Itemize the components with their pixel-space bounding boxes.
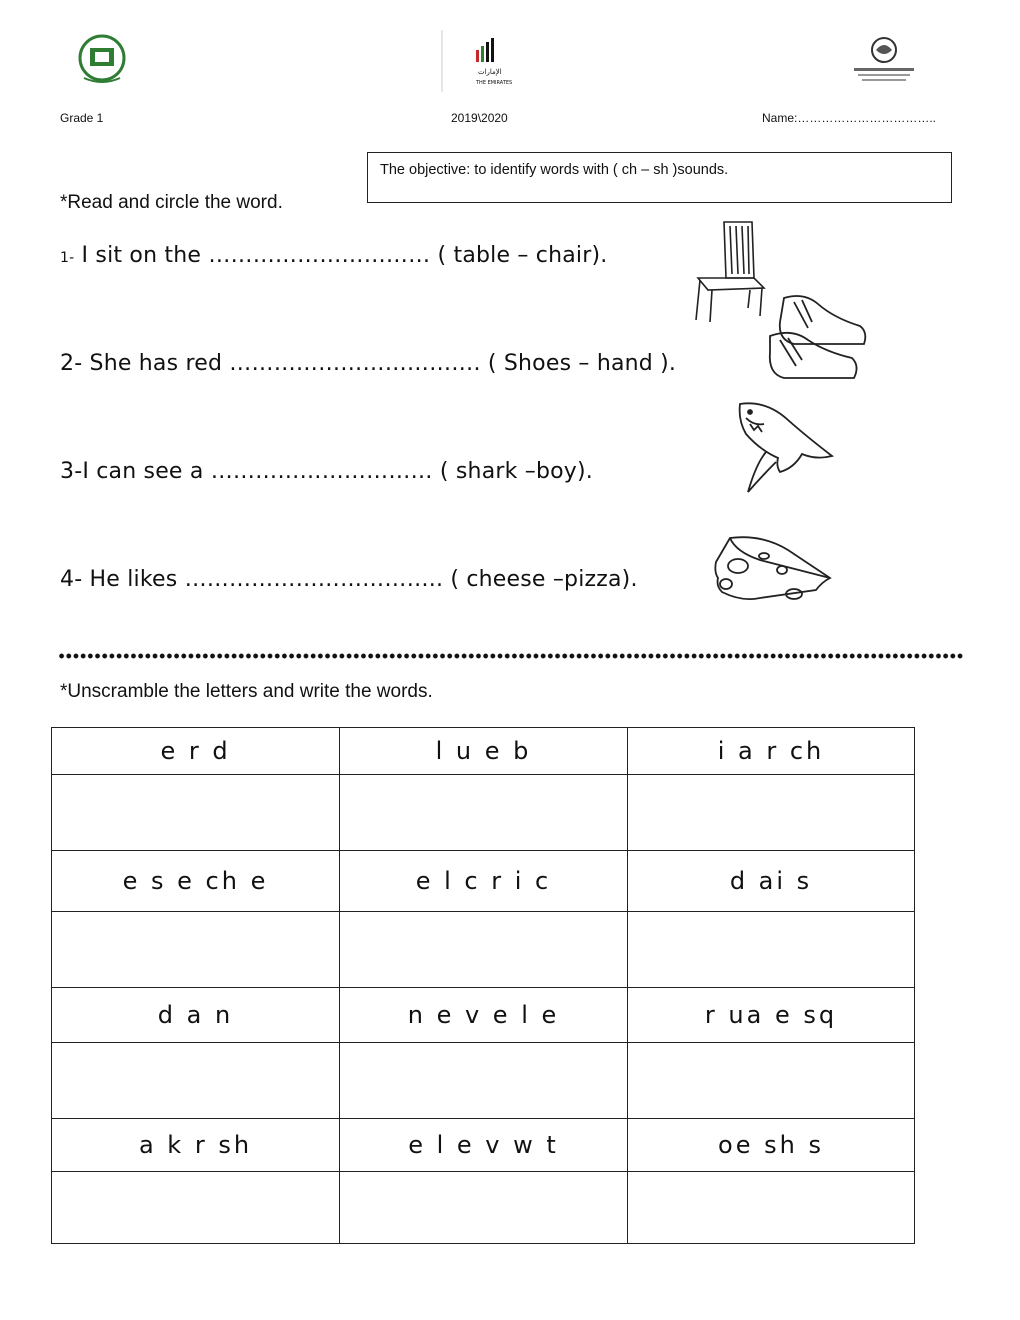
shoes-icon	[764, 292, 872, 382]
scrambled-word: d ai s	[628, 851, 915, 912]
question-4[interactable]	[60, 567, 638, 592]
objective-box: The objective: to identify words with ( ch – sh )sounds.	[367, 152, 952, 203]
answer-row	[52, 1172, 915, 1244]
answer-cell[interactable]	[340, 912, 628, 988]
answer-cell[interactable]	[52, 1043, 340, 1119]
answer-cell[interactable]	[340, 1043, 628, 1119]
scrambled-word: oe sh s	[628, 1119, 915, 1172]
chair-icon	[690, 218, 770, 324]
scrambled-word: e l e v w t	[340, 1119, 628, 1172]
ministry-logo-icon	[848, 36, 918, 90]
scrambled-word: e s e ch e	[52, 851, 340, 912]
answer-cell[interactable]	[628, 775, 915, 851]
table-row	[52, 728, 915, 775]
table-row	[52, 988, 915, 1043]
question-1[interactable]	[60, 243, 607, 268]
question-number: 1-	[60, 250, 75, 266]
svg-text:ﺍﻹﻣﺎﺭﺍﺕ: ﺍﻹﻣﺎﺭﺍﺕ	[478, 68, 502, 76]
question-text: 4- He likes …………………………….. ( cheese –pizza).	[60, 567, 638, 592]
scrambled-word: a k r sh	[52, 1119, 340, 1172]
answer-cell[interactable]	[628, 1043, 915, 1119]
question-2[interactable]	[60, 351, 676, 376]
scrambled-word: e r d	[52, 728, 340, 775]
scrambled-word: i a r ch	[628, 728, 915, 775]
answer-cell[interactable]	[628, 1172, 915, 1244]
question-3[interactable]	[60, 459, 593, 484]
question-text: 2- She has red ……………………………. ( Shoes – hand ).	[60, 351, 677, 376]
name-field[interactable]: Name:……………………………..	[762, 111, 937, 125]
scrambled-word: l u e b	[340, 728, 628, 775]
answer-cell[interactable]	[52, 912, 340, 988]
unscramble-table	[51, 727, 915, 1244]
answer-row	[52, 775, 915, 851]
question-text: 3-I can see a ………………………… ( shark –boy).	[60, 459, 593, 484]
section1-instruction: *Read and circle the word.	[60, 192, 283, 213]
emirates-logo-icon	[440, 30, 520, 92]
question-text: I sit on the ………………………… ( table – chair).	[74, 243, 608, 268]
section2-instruction: *Unscramble the letters and write the words.	[60, 681, 433, 702]
cheese-icon	[712, 532, 836, 606]
answer-cell[interactable]	[52, 775, 340, 851]
scrambled-word: r ua e sq	[628, 988, 915, 1043]
school-logo-icon	[68, 34, 136, 86]
answer-row	[52, 1043, 915, 1119]
shark-icon	[736, 396, 840, 496]
grade-label: Grade 1	[60, 111, 104, 125]
table-row	[52, 851, 915, 912]
school-year: 2019\2020	[451, 111, 508, 125]
answer-row	[52, 912, 915, 988]
answer-cell[interactable]	[52, 1172, 340, 1244]
answer-cell[interactable]	[340, 1172, 628, 1244]
table-row	[52, 1119, 915, 1172]
logo-caption: THE EMIRATES	[476, 80, 513, 86]
answer-cell[interactable]	[340, 775, 628, 851]
scrambled-word: e l c r i c	[340, 851, 628, 912]
dotted-divider	[58, 652, 963, 660]
scrambled-word: n e v e l e	[340, 988, 628, 1043]
scrambled-word: d a n	[52, 988, 340, 1043]
answer-cell[interactable]	[628, 912, 915, 988]
